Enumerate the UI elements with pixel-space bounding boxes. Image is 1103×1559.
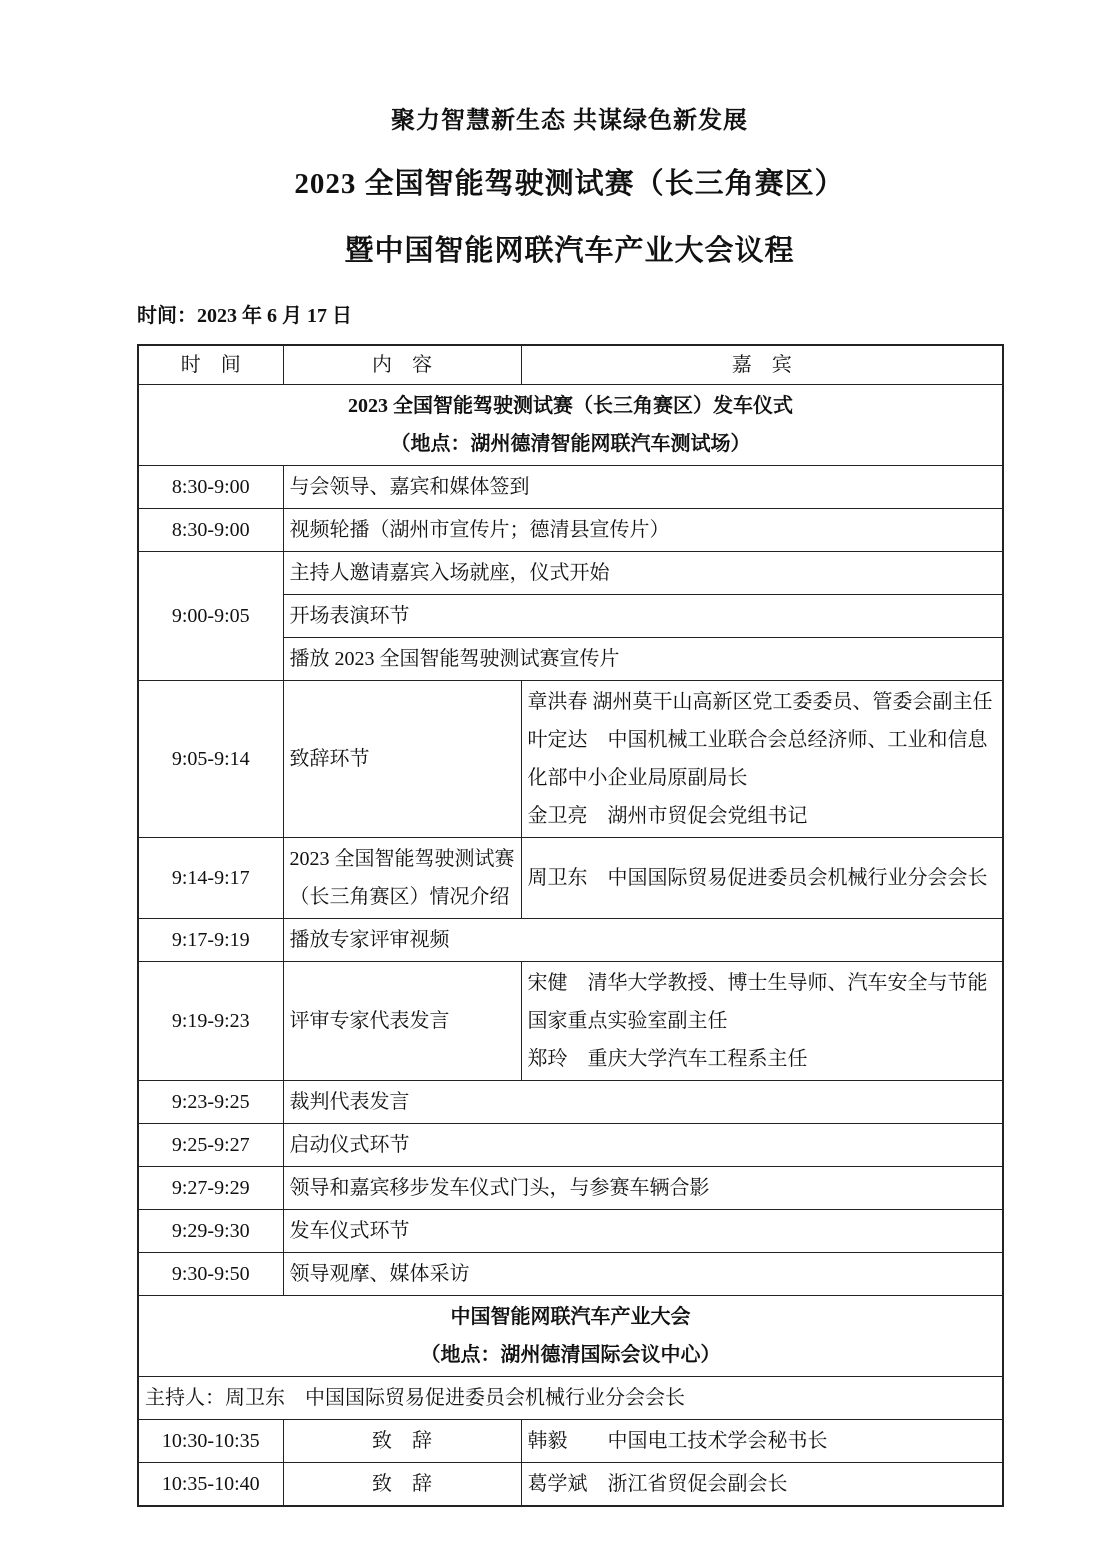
content-cell: 领导和嘉宾移步发车仪式门头，与参赛车辆合影	[283, 1167, 1003, 1210]
section-row	[138, 1296, 1003, 1377]
time-cell: 9:00-9:05	[138, 552, 283, 681]
agenda-row	[138, 1124, 1003, 1167]
content-cell: 致 辞	[283, 1420, 521, 1463]
agenda-table-body	[138, 385, 1003, 1507]
time-cell: 9:27-9:29	[138, 1167, 283, 1210]
guest-line: 郑玲 重庆大学汽车工程系主任	[527, 1048, 808, 1070]
agenda-row	[138, 838, 1003, 919]
guest-cell	[521, 1420, 1003, 1463]
agenda-row	[138, 1210, 1003, 1253]
time-cell: 10:35-10:40	[138, 1463, 283, 1507]
section-cell	[138, 1296, 1003, 1377]
agenda-table	[137, 344, 1004, 1507]
document-content	[137, 0, 1002, 1507]
section-title-line: 中国智能网联汽车产业大会	[450, 1306, 691, 1328]
host-row	[138, 1377, 1003, 1420]
content-cell: 发车仪式环节	[283, 1210, 1003, 1253]
guest-cell	[521, 962, 1003, 1081]
document-slogan: 聚力智慧新生态 共谋绿色新发展	[391, 108, 748, 134]
content-cell: 播放 2023 全国智能驾驶测试赛宣传片	[283, 638, 1003, 681]
document-title-line1: 2023 全国智能驾驶测试赛（长三角赛区）	[294, 168, 845, 200]
content-cell: 2023 全国智能驾驶测试赛（长三角赛区）情况介绍	[283, 838, 521, 919]
time-cell: 8:30-9:00	[138, 509, 283, 552]
agenda-row	[138, 1463, 1003, 1507]
agenda-row	[138, 681, 1003, 838]
time-cell: 10:30-10:35	[138, 1420, 283, 1463]
guest-line: 葛学斌 浙江省贸促会副会长	[527, 1473, 788, 1495]
agenda-row	[138, 509, 1003, 552]
section-title-line: （地点：湖州德清智能网联汽车测试场）	[390, 433, 751, 455]
agenda-row	[138, 962, 1003, 1081]
header-content: 内 容	[283, 345, 521, 385]
time-cell: 9:23-9:25	[138, 1081, 283, 1124]
guest-line: 叶定达 中国机械工业联合会总经济师、工业和信息化部中小企业局原副局长	[527, 729, 988, 789]
guest-cell	[521, 1463, 1003, 1507]
agenda-row	[138, 1081, 1003, 1124]
time-cell: 8:30-9:00	[138, 466, 283, 509]
content-cell: 开场表演环节	[283, 595, 1003, 638]
document-title-line2: 暨中国智能网联汽车产业大会议程	[344, 235, 795, 267]
header-time: 时 间	[138, 345, 283, 385]
agenda-row	[138, 466, 1003, 509]
guest-line: 韩毅 中国电工技术学会秘书长	[527, 1430, 828, 1452]
time-cell: 9:14-9:17	[138, 838, 283, 919]
guest-cell	[521, 681, 1003, 838]
content-cell: 裁判代表发言	[283, 1081, 1003, 1124]
content-cell: 主持人邀请嘉宾入场就座，仪式开始	[283, 552, 1003, 595]
event-date: 时间：2023 年 6 月 17 日	[137, 305, 352, 327]
content-cell: 致辞环节	[283, 681, 521, 838]
content-cell: 播放专家评审视频	[283, 919, 1003, 962]
guest-line: 金卫亮 湖州市贸促会党组书记	[527, 805, 808, 827]
agenda-row	[138, 919, 1003, 962]
section-cell	[138, 385, 1003, 466]
time-cell: 9:25-9:27	[138, 1124, 283, 1167]
agenda-row	[138, 1420, 1003, 1463]
host-cell: 主持人：周卫东 中国国际贸易促进委员会机械行业分会会长	[138, 1377, 1003, 1420]
section-title-line: 2023 全国智能驾驶测试赛（长三角赛区）发车仪式	[348, 395, 793, 417]
section-title-line: （地点：湖州德清国际会议中心）	[420, 1344, 721, 1366]
guest-line: 周卫东 中国国际贸易促进委员会机械行业分会会长	[527, 867, 988, 889]
agenda-row	[138, 1167, 1003, 1210]
agenda-row	[138, 552, 1003, 595]
time-cell: 9:05-9:14	[138, 681, 283, 838]
time-cell: 9:17-9:19	[138, 919, 283, 962]
guest-cell	[521, 838, 1003, 919]
section-row	[138, 385, 1003, 466]
guest-line: 章洪春 湖州莫干山高新区党工委委员、管委会副主任	[527, 691, 993, 713]
time-cell: 9:29-9:30	[138, 1210, 283, 1253]
guest-line: 宋健 清华大学教授、博士生导师、汽车安全与节能国家重点实验室副主任	[527, 972, 988, 1032]
content-cell: 启动仪式环节	[283, 1124, 1003, 1167]
time-cell: 9:30-9:50	[138, 1253, 283, 1296]
agenda-header-row	[138, 345, 1003, 385]
agenda-row	[138, 1253, 1003, 1296]
content-cell: 视频轮播（湖州市宣传片；德清县宣传片）	[283, 509, 1003, 552]
header-guest: 嘉 宾	[521, 345, 1003, 385]
content-cell: 领导观摩、媒体采访	[283, 1253, 1003, 1296]
content-cell: 评审专家代表发言	[283, 962, 521, 1081]
time-cell: 9:19-9:23	[138, 962, 283, 1081]
content-cell: 致 辞	[283, 1463, 521, 1507]
content-cell: 与会领导、嘉宾和媒体签到	[283, 466, 1003, 509]
